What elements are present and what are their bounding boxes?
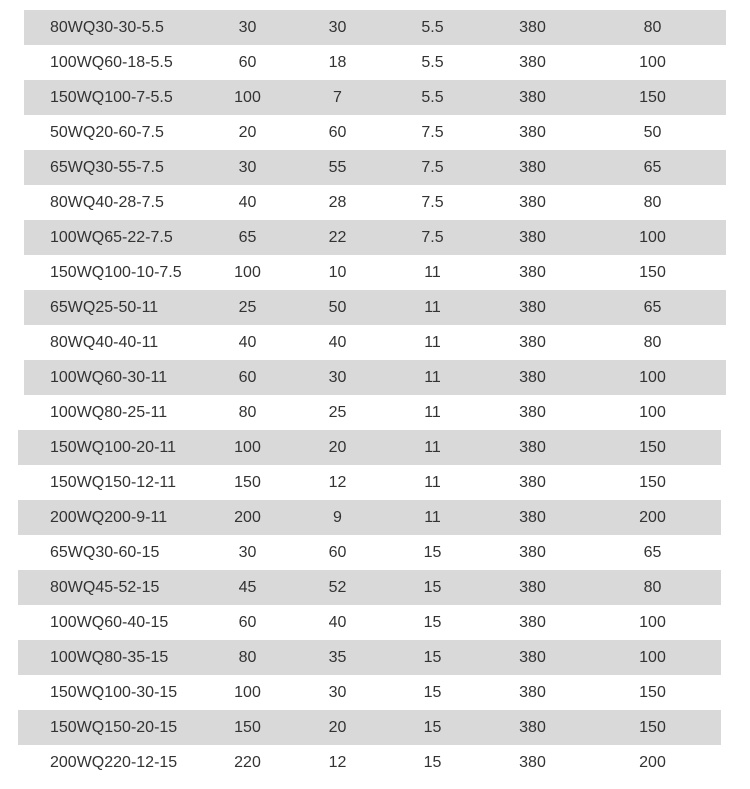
- power-cell: 15: [423, 544, 442, 561]
- table-row: [0, 255, 750, 290]
- power-cell: 15: [423, 614, 442, 631]
- model-cell: 100WQ60-18-5.5: [50, 54, 173, 71]
- flow-cell: 80: [238, 404, 257, 421]
- flow-cell: 80: [238, 649, 257, 666]
- model-cell: 50WQ20-60-7.5: [50, 124, 164, 141]
- diameter-cell: 50: [643, 124, 662, 141]
- flow-cell: 220: [234, 754, 261, 771]
- flow-cell: 30: [238, 19, 257, 36]
- model-cell: 150WQ100-30-15: [50, 684, 178, 701]
- diameter-cell: 100: [639, 404, 666, 421]
- diameter-cell: 200: [639, 509, 666, 526]
- table-row: [0, 325, 750, 360]
- power-cell: 15: [423, 649, 442, 666]
- table-row: [0, 535, 750, 570]
- flow-cell: 150: [234, 719, 261, 736]
- voltage-cell: 380: [519, 264, 546, 281]
- model-cell: 80WQ40-28-7.5: [50, 194, 164, 211]
- head-cell: 10: [328, 264, 347, 281]
- model-cell: 65WQ25-50-11: [50, 299, 159, 316]
- model-cell: 100WQ60-40-15: [50, 614, 169, 631]
- head-cell: 55: [328, 159, 347, 176]
- table-row: [0, 710, 750, 745]
- power-cell: 15: [423, 719, 442, 736]
- voltage-cell: 380: [519, 229, 546, 246]
- power-cell: 11: [424, 439, 441, 456]
- table-row: [0, 605, 750, 640]
- voltage-cell: 380: [519, 439, 546, 456]
- power-cell: 11: [424, 509, 441, 526]
- voltage-cell: 380: [519, 474, 546, 491]
- head-cell: 9: [333, 509, 342, 526]
- flow-cell: 60: [238, 614, 257, 631]
- model-cell: 150WQ100-20-11: [50, 439, 176, 456]
- diameter-cell: 150: [639, 719, 666, 736]
- power-cell: 11: [424, 264, 441, 281]
- voltage-cell: 380: [519, 614, 546, 631]
- table-row: [0, 10, 750, 45]
- diameter-cell: 65: [643, 544, 662, 561]
- voltage-cell: 380: [519, 54, 546, 71]
- voltage-cell: 380: [519, 369, 546, 386]
- diameter-cell: 80: [643, 19, 662, 36]
- flow-cell: 30: [238, 544, 257, 561]
- flow-cell: 60: [238, 369, 257, 386]
- head-cell: 20: [328, 719, 347, 736]
- diameter-cell: 150: [639, 684, 666, 701]
- model-cell: 150WQ100-10-7.5: [50, 264, 182, 281]
- voltage-cell: 380: [519, 754, 546, 771]
- model-cell: 100WQ60-30-11: [50, 369, 168, 386]
- diameter-cell: 100: [639, 54, 666, 71]
- flow-cell: 40: [238, 334, 257, 351]
- head-cell: 25: [328, 404, 347, 421]
- power-cell: 7.5: [421, 229, 444, 246]
- diameter-cell: 80: [643, 579, 662, 596]
- voltage-cell: 380: [519, 19, 546, 36]
- flow-cell: 40: [238, 194, 257, 211]
- head-cell: 40: [328, 614, 347, 631]
- diameter-cell: 80: [643, 194, 662, 211]
- head-cell: 60: [328, 544, 347, 561]
- power-cell: 7.5: [421, 124, 444, 141]
- head-cell: 22: [328, 229, 347, 246]
- voltage-cell: 380: [519, 194, 546, 211]
- diameter-cell: 150: [639, 89, 666, 106]
- head-cell: 30: [328, 684, 347, 701]
- head-cell: 40: [328, 334, 347, 351]
- flow-cell: 45: [238, 579, 257, 596]
- head-cell: 50: [328, 299, 347, 316]
- model-cell: 200WQ220-12-15: [50, 754, 178, 771]
- power-cell: 11: [424, 299, 441, 316]
- flow-cell: 25: [238, 299, 257, 316]
- flow-cell: 100: [234, 89, 261, 106]
- head-cell: 35: [328, 649, 347, 666]
- voltage-cell: 380: [519, 509, 546, 526]
- power-cell: 11: [424, 369, 441, 386]
- voltage-cell: 380: [519, 89, 546, 106]
- flow-cell: 20: [238, 124, 257, 141]
- voltage-cell: 380: [519, 579, 546, 596]
- head-cell: 20: [328, 439, 347, 456]
- table-row: [0, 430, 750, 465]
- flow-cell: 200: [234, 509, 261, 526]
- table-row: [0, 500, 750, 535]
- model-cell: 80WQ40-40-11: [50, 334, 159, 351]
- flow-cell: 100: [234, 439, 261, 456]
- model-cell: 100WQ65-22-7.5: [50, 229, 173, 246]
- voltage-cell: 380: [519, 334, 546, 351]
- head-cell: 7: [333, 89, 342, 106]
- diameter-cell: 100: [639, 229, 666, 246]
- voltage-cell: 380: [519, 719, 546, 736]
- head-cell: 52: [328, 579, 347, 596]
- head-cell: 60: [328, 124, 347, 141]
- power-cell: 15: [423, 754, 442, 771]
- head-cell: 12: [328, 754, 347, 771]
- model-cell: 65WQ30-60-15: [50, 544, 160, 561]
- diameter-cell: 100: [639, 649, 666, 666]
- diameter-cell: 80: [643, 334, 662, 351]
- power-cell: 11: [424, 334, 441, 351]
- table-row: [0, 570, 750, 605]
- table-row: [0, 745, 750, 780]
- flow-cell: 60: [238, 54, 257, 71]
- table-row: [0, 465, 750, 500]
- model-cell: 80WQ30-30-5.5: [50, 19, 164, 36]
- diameter-cell: 150: [639, 474, 666, 491]
- flow-cell: 100: [234, 684, 261, 701]
- power-cell: 11: [424, 404, 441, 421]
- model-cell: 100WQ80-25-11: [50, 404, 168, 421]
- head-cell: 30: [328, 369, 347, 386]
- power-cell: 5.5: [421, 89, 444, 106]
- diameter-cell: 100: [639, 369, 666, 386]
- diameter-cell: 150: [639, 264, 666, 281]
- pump-spec-table: [0, 10, 750, 780]
- model-cell: 150WQ150-12-11: [50, 474, 176, 491]
- table-row: [0, 80, 750, 115]
- voltage-cell: 380: [519, 649, 546, 666]
- flow-cell: 100: [234, 264, 261, 281]
- power-cell: 5.5: [421, 19, 444, 36]
- voltage-cell: 380: [519, 544, 546, 561]
- head-cell: 18: [328, 54, 347, 71]
- model-cell: 80WQ45-52-15: [50, 579, 160, 596]
- table-row: [0, 220, 750, 255]
- table-row: [0, 290, 750, 325]
- table-row: [0, 45, 750, 80]
- power-cell: 7.5: [421, 159, 444, 176]
- power-cell: 7.5: [421, 194, 444, 211]
- table-row: [0, 360, 750, 395]
- flow-cell: 150: [234, 474, 261, 491]
- table-row: [0, 115, 750, 150]
- model-cell: 150WQ150-20-15: [50, 719, 178, 736]
- voltage-cell: 380: [519, 159, 546, 176]
- voltage-cell: 380: [519, 684, 546, 701]
- voltage-cell: 380: [519, 299, 546, 316]
- table-row: [0, 640, 750, 675]
- model-cell: 65WQ30-55-7.5: [50, 159, 164, 176]
- model-cell: 200WQ200-9-11: [50, 509, 168, 526]
- power-cell: 15: [423, 684, 442, 701]
- diameter-cell: 65: [643, 299, 662, 316]
- diameter-cell: 65: [643, 159, 662, 176]
- power-cell: 5.5: [421, 54, 444, 71]
- diameter-cell: 100: [639, 614, 666, 631]
- power-cell: 11: [424, 474, 441, 491]
- head-cell: 30: [328, 19, 347, 36]
- flow-cell: 65: [238, 229, 257, 246]
- power-cell: 15: [423, 579, 442, 596]
- table-row: [0, 675, 750, 710]
- diameter-cell: 150: [639, 439, 666, 456]
- model-cell: 150WQ100-7-5.5: [50, 89, 173, 106]
- voltage-cell: 380: [519, 404, 546, 421]
- flow-cell: 30: [238, 159, 257, 176]
- table-row: [0, 150, 750, 185]
- table-row: [0, 395, 750, 430]
- head-cell: 28: [328, 194, 347, 211]
- model-cell: 100WQ80-35-15: [50, 649, 169, 666]
- voltage-cell: 380: [519, 124, 546, 141]
- table-row: [0, 185, 750, 220]
- head-cell: 12: [328, 474, 347, 491]
- diameter-cell: 200: [639, 754, 666, 771]
